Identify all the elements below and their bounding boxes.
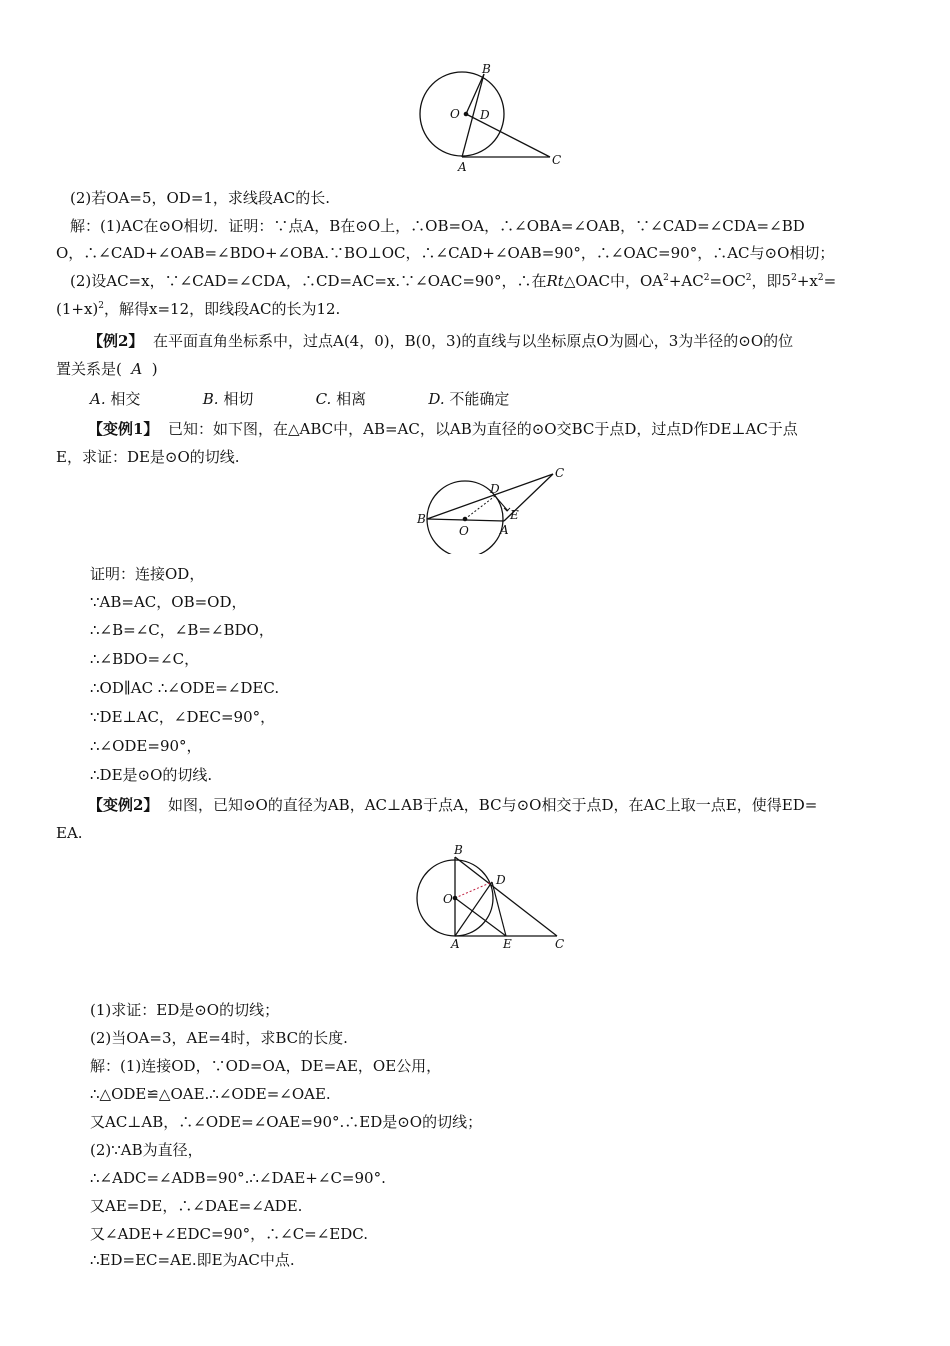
proof-line-3: ∴∠B=∠C，∠B=∠BDO， (90, 621, 274, 639)
option-a: A. 相交 (90, 390, 141, 408)
variant1-line-1: 【变例1】 已知：如下图，在△ABC中，AB=AC，以AB为直径的⊙O交BC于点D，过点D作DE⊥AC于点 (88, 420, 798, 438)
option-b: B. 相切 (202, 390, 254, 408)
solution-line-3: (2)设AC=x，∵∠CAD=∠CDA，∴CD=AC=x.∵∠OAC=90°，∴在Rt△OAC中，$OA^2+AC^2=OC^2$，即$5^2+x^2=$ (70, 272, 837, 290)
example2-line-2: 置关系是( A ) (56, 360, 158, 378)
part2-question: (2)若OA=5，OD=1，求线段AC的长. (70, 189, 331, 207)
example2-answer: A (131, 360, 143, 378)
label-c: C (555, 466, 565, 480)
label-a: A (500, 523, 509, 537)
proof-line-4: ∴∠BDO=∠C， (90, 650, 200, 668)
label-a: A (458, 160, 467, 174)
solution-line-4: $(1+x)^2$，解得x=12，即线段AC的长为12. (56, 300, 341, 318)
solution-line-1: 解：(1)AC在⊙O相切．证明：∵点A，B在⊙O上，∴OB=OA，∴∠OBA=∠OAB，∵∠CAD=∠CDA=∠BD (70, 217, 805, 235)
label-o: O (443, 892, 453, 906)
label-c: C (555, 937, 565, 950)
variant2-sol-line-10: ∴ED=EC=AE.即E为AC中点. (90, 1251, 295, 1269)
variant1-line-2: E，求证：DE是⊙O的切线. (56, 448, 240, 466)
option-c: C. 相离 (315, 390, 367, 408)
label-a: A (451, 937, 460, 950)
label-e: E (503, 937, 512, 950)
variant2-sol-line-9: 又∠ADE+∠EDC=90°，∴∠C=∠EDC. (90, 1225, 368, 1243)
variant2-sol-line-7: ∴∠ADC=∠ADB=90°.∴∠DAE+∠C=90°. (90, 1169, 386, 1187)
variant2-line-2: EA. (56, 824, 83, 842)
variant2-sol-line-3: 解：(1)连接OD，∵OD=OA，DE=AE，OE公用， (90, 1057, 442, 1075)
label-d: D (490, 482, 500, 496)
figure-circle-tangent-1 (410, 60, 580, 178)
variant1-tag: 【变例1】 (88, 420, 159, 438)
label-d: D (496, 873, 506, 887)
variant2-line-1: 【变例2】 如图，已知⊙O的直径为AB，AC⊥AB于点A，BC与⊙O相交于点D，在AC上取一点E，使得ED= (88, 796, 818, 814)
example2-line-1: 【例2】 在平面直角坐标系中，过点A(4，0)，B(0，3)的直线与以坐标原点O为圆心，3为半径的⊙O的位 (88, 332, 794, 350)
label-b: B (482, 62, 491, 76)
variant2-sol-line-8: 又AE=DE，∴∠DAE=∠ADE. (90, 1197, 303, 1215)
variant2-sol-line-2: (2)当OA=3，AE=4时，求BC的长度. (90, 1029, 348, 1047)
variant2-sol-line-5: 又AC⊥AB，∴∠ODE=∠OAE=90°.∴ED是⊙O的切线； (90, 1113, 483, 1131)
figure-triangle-circle-2 (415, 464, 575, 554)
variant2-sol-line-6: (2)∵AB为直径， (90, 1141, 203, 1159)
proof-line-2: ∵AB=AC，OB=OD， (90, 593, 247, 611)
proof-line-5: ∴OD∥AC ∴∠ODE=∠DEC. (90, 679, 280, 697)
label-b: B (417, 512, 426, 526)
label-o: O (450, 107, 460, 121)
figure-right-triangle-circle-3 (412, 840, 572, 950)
example2-options (90, 389, 509, 409)
proof-line-6: ∵DE⊥AC，∠DEC=90°， (90, 708, 276, 726)
solution-line-2: O，∴∠CAD+∠OAB=∠BDO+∠OBA.∵BO⊥OC，∴∠CAD+∠OAB=90°，∴∠OAC=90°，∴AC与⊙O相切； (56, 244, 835, 262)
label-o: O (459, 524, 469, 538)
proof-line-7: ∴∠ODE=90°， (90, 737, 202, 755)
label-d: D (480, 108, 490, 122)
proof-line-8: ∴DE是⊙O的切线. (90, 766, 213, 784)
variant2-tag: 【变例2】 (88, 796, 159, 814)
proof-line-1: 证明：连接OD， (90, 565, 205, 583)
label-b: B (454, 843, 463, 857)
variant2-sol-line-1: (1)求证：ED是⊙O的切线； (90, 1001, 280, 1019)
example2-tag: 【例2】 (88, 332, 144, 350)
label-c: C (552, 153, 562, 167)
variant2-sol-line-4: ∴△ODE≌△OAE.∴∠ODE=∠OAE. (90, 1085, 331, 1103)
label-e: E (510, 508, 519, 522)
option-d: D. 不能确定 (428, 390, 510, 408)
